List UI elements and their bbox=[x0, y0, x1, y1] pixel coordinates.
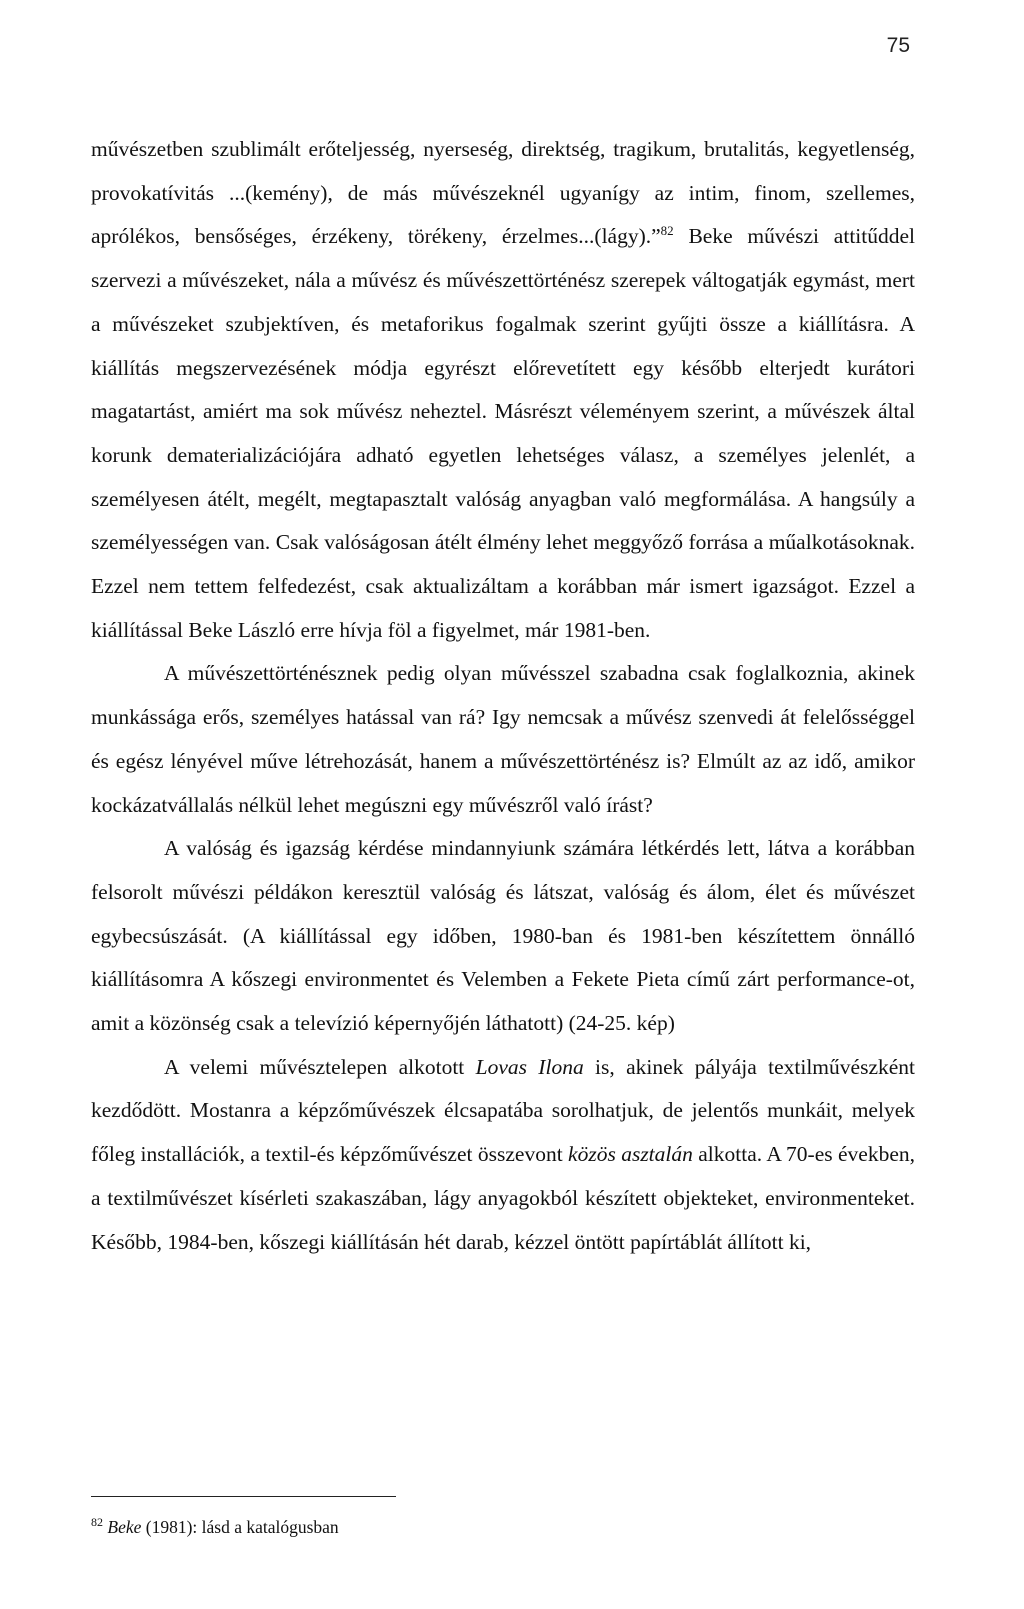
body-text bbox=[91, 128, 915, 1264]
footnote-separator bbox=[91, 1496, 396, 1497]
footnote-text: (1981): lásd a katalógusban bbox=[141, 1517, 339, 1537]
footnote-reference[interactable]: 82 bbox=[660, 223, 674, 239]
footnote bbox=[91, 1515, 339, 1539]
page-number: 75 bbox=[886, 34, 910, 57]
artist-name: Lovas Ilona bbox=[475, 1054, 584, 1079]
work-title: közös asztalán bbox=[568, 1142, 693, 1167]
footnote-number: 82 bbox=[91, 1515, 103, 1530]
paragraph-1-text-b: Beke művészi attitűddel szervezi a művészeket, nála a művész és művészettörténész szerepek váltogatják egymást, mert a művészeket szubjektíven, és metaforikus fogalmak szerint gyűjti össze a kiállításra. A kiállítás megszervezésének módja egyrészt előrevetített egy később elterjedt kurátori magatartást, amiért ma sok művész neheztel. Másrészt véleményem szerint, a művészek által korunk dematerializációjára adható egyetlen lehetséges válasz, a személyes jelenlét, a személyesen átélt, megélt, megtapasztalt valóság anyagban való megformálása. A hangsúly a személyességen van. Csak valóságosan átélt élmény lehet meggyőző forrása a műalkotásoknak. Ezzel nem tettem felfedezést, csak aktualizáltam a korábban már ismert igazságot. Ezzel a kiállítással Beke László erre hívja föl a figyelmet, már 1981-ben. bbox=[91, 224, 916, 642]
paragraph-4-text-a: A velemi művésztelepen alkotott bbox=[164, 1054, 476, 1079]
paragraph-4 bbox=[91, 1046, 915, 1265]
paragraph-4-text-c: alkotta. A 70-es években, a textilművészet kísérleti szakaszában, lágy anyagokból készített objekteket, environmenteket. Később, 1984-ben, kőszegi kiállításán hét darab, kézzel öntött papírtáblát állított ki, bbox=[91, 1142, 916, 1254]
paragraph-1-text-a: művészetben szublimált erőteljesség, nyerseség, direktség, tragikum, brutalitás, kegyetlenség, provokatívitás ...(kemény), de más művészeknél ugyanígy az intim, finom, szellemes, aprólékos, bensőséges, érzékeny, törékeny, érzelmes...(lágy).” bbox=[91, 137, 915, 249]
footnote-source: Beke bbox=[107, 1517, 142, 1537]
paragraph-4-text-b: is, akinek pályája textilművészként kezdődött. Mostanra a képzőművészek élcsapatába sorolhatjuk, de jelentős munkáit, melyek főleg installációk, a textil-és képzőművészet összevont bbox=[91, 1054, 915, 1167]
paragraph-1 bbox=[91, 128, 915, 652]
paragraph-3: A valóság és igazság kérdése mindannyiunk számára létkérdés lett, látva a korábban felsorolt művészi példákon keresztül valóság és látszat, valóság és álom, élet és művészet egybecsúszását. (A kiállítással egy időben, 1980-ban és 1981-ben készítettem önnálló kiállításomra A kőszegi environmentet és Velemben a Fekete Pieta című zárt performance-ot, amit a közönség csak a televízió képernyőjén láthatott) (24-25. kép) bbox=[91, 836, 915, 1036]
paragraph-2: A művészettörténésznek pedig olyan művésszel szabadna csak foglalkoznia, akinek munkássága erős, személyes hatással van rá? Igy nemcsak a művész szenvedi át felelősséggel és egész lényével műve létrehozását, hanem a művészettörténész is? Elmúlt az az idő, amikor kockázatvállalás nélkül lehet megúszni egy művészről való írást? bbox=[91, 661, 915, 817]
